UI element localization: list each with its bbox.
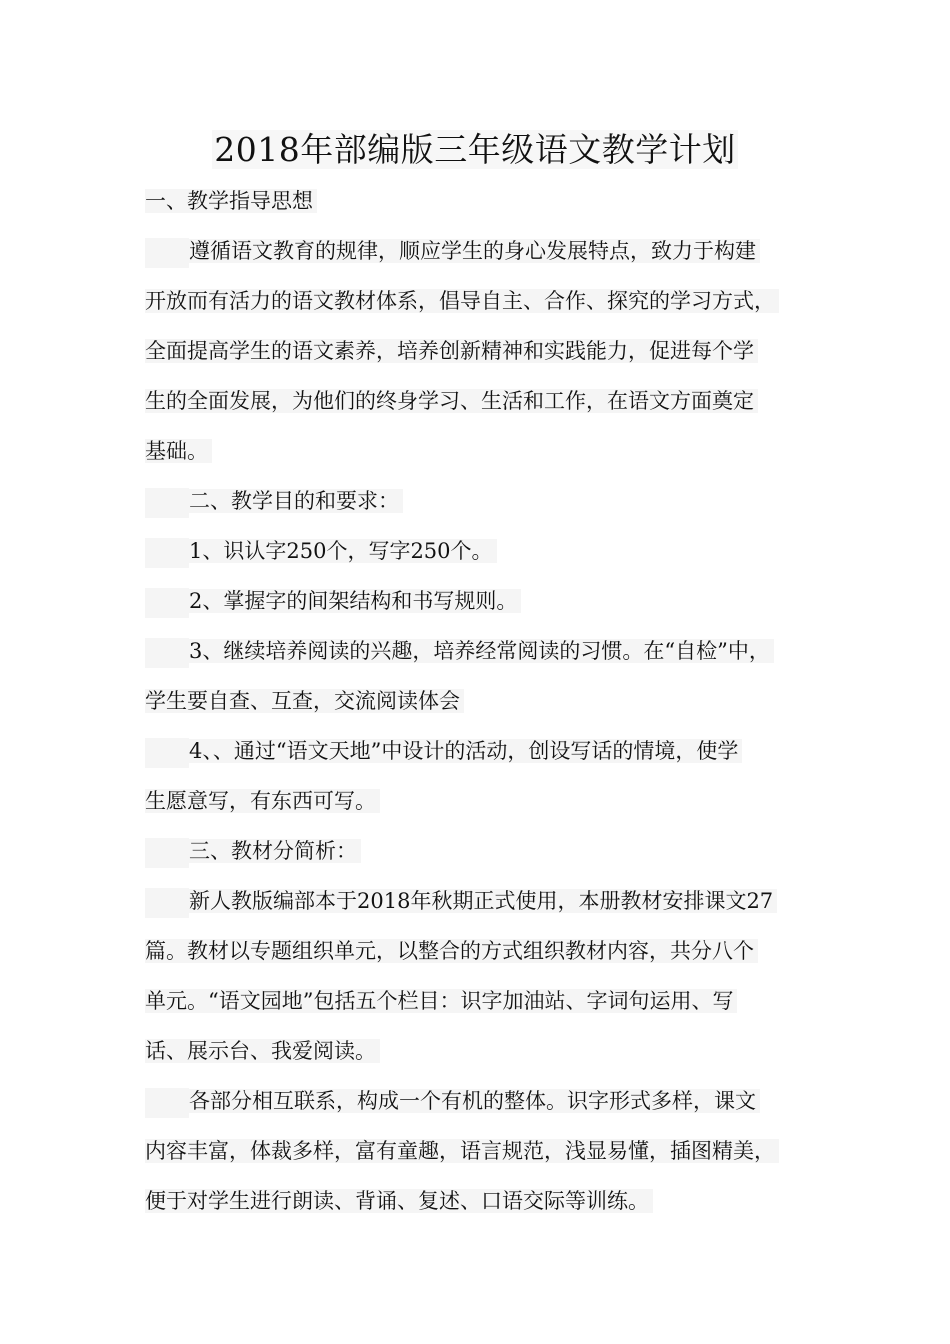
indent-space: [145, 538, 189, 568]
body-line-text: 开放而有活力的语文教材体系，倡导自主、合作、探究的学习方式，: [145, 289, 779, 313]
body-line: [145, 1076, 835, 1126]
body-line-text: 2、掌握字的间架结构和书写规则。: [189, 589, 521, 613]
body-line: [145, 776, 835, 826]
body-line-text: 新人教版编部本于2018年秋期正式使用，本册教材安排课文27: [189, 889, 777, 913]
body-line: [145, 676, 835, 726]
body-line-text: 一、教学指导思想: [145, 189, 317, 213]
body-line: [145, 1176, 835, 1226]
body-line: [145, 426, 835, 476]
body-line: [145, 926, 835, 976]
body-line: [145, 1126, 835, 1176]
body-line-text: 基础。: [145, 439, 212, 463]
body-line-text: 篇。教材以专题组织单元，以整合的方式组织教材内容，共分八个: [145, 939, 758, 963]
document-body: [145, 176, 835, 1226]
indent-space: [145, 888, 189, 918]
body-line: [145, 876, 835, 926]
document-title-text: 2018年部编版三年级语文教学计划: [214, 130, 736, 169]
body-line: [145, 1026, 835, 1076]
indent-space: [145, 838, 189, 868]
body-line: [145, 526, 835, 576]
body-line-text: 生愿意写，有东西可写。: [145, 789, 380, 813]
body-line: [145, 176, 835, 226]
body-line: [145, 726, 835, 776]
indent-space: [145, 638, 189, 668]
indent-space: [145, 238, 189, 268]
body-line: [145, 976, 835, 1026]
body-line: [145, 476, 835, 526]
body-line-text: 1、识认字250个，写字250个。: [189, 539, 497, 563]
body-line-text: 三、教材分简析：: [189, 839, 361, 863]
body-line-text: 全面提高学生的语文素养，培养创新精神和实践能力，促进每个学: [145, 339, 758, 363]
document-title: [0, 125, 950, 175]
body-line-text: 4、、通过“语文天地”中设计的活动，创设写话的情境，使学: [189, 739, 742, 763]
body-line-text: 遵循语文教育的规律，顺应学生的身心发展特点，致力于构建: [189, 239, 760, 263]
body-line: [145, 226, 835, 276]
body-line-text: 内容丰富，体裁多样，富有童趣，语言规范，浅显易懂，插图精美，: [145, 1139, 779, 1163]
body-line-text: 生的全面发展，为他们的终身学习、生活和工作，在语文方面奠定: [145, 389, 758, 413]
body-line-text: 学生要自查、互查，交流阅读体会: [145, 689, 464, 713]
indent-space: [145, 738, 189, 768]
body-line: [145, 626, 835, 676]
body-line-text: 便于对学生进行朗读、背诵、复述、口语交际等训练。: [145, 1189, 653, 1213]
indent-space: [145, 488, 189, 518]
body-line: [145, 276, 835, 326]
indent-space: [145, 1088, 189, 1118]
body-line-text: 二、教学目的和要求：: [189, 489, 403, 513]
body-line-text: 话、展示台、我爱阅读。: [145, 1039, 380, 1063]
body-line-text: 3、继续培养阅读的兴趣，培养经常阅读的习惯。在“自检”中，: [189, 639, 774, 663]
indent-space: [145, 588, 189, 618]
body-line: [145, 376, 835, 426]
body-line-text: 单元。“语文园地”包括五个栏目：识字加油站、字词句运用、写: [145, 989, 737, 1013]
body-line: [145, 576, 835, 626]
body-line: [145, 326, 835, 376]
body-line: [145, 826, 835, 876]
body-line-text: 各部分相互联系，构成一个有机的整体。识字形式多样，课文: [189, 1089, 760, 1113]
